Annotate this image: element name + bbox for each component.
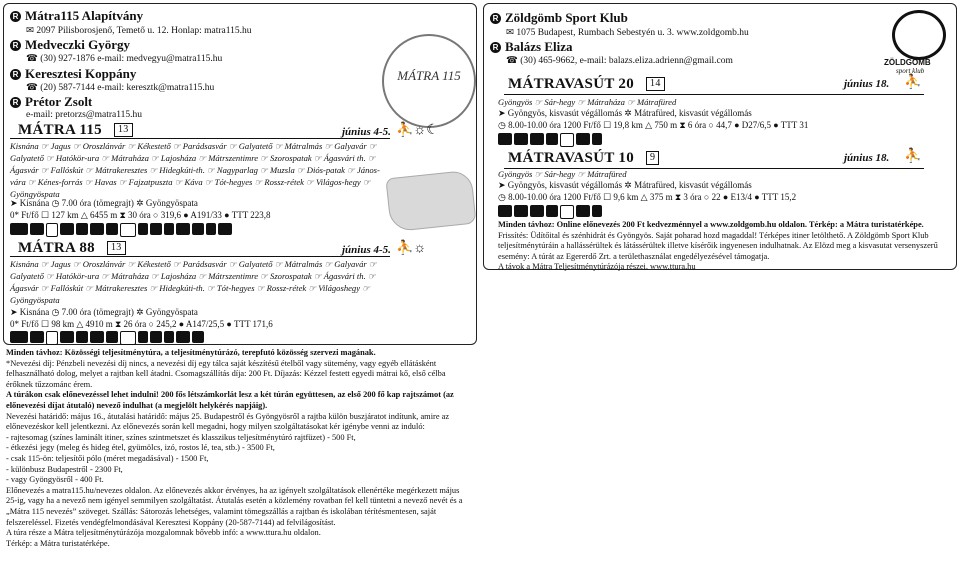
event-title: MÁTRA 88 13 bbox=[18, 240, 126, 257]
event-title: MÁTRAVASÚT 20 14 bbox=[508, 76, 665, 93]
organizer-name: R Mátra115 Alapítvány bbox=[10, 8, 143, 24]
paragraph: *Nevezési díj: Pénzbeli nevezési díj nincs, a nevezési díj egy tálca saját készítésű ételből vagy sütemény, vagy egyéb ellátásként felhasználható dolog, melyet a rajtban kell átadni. Csomagszállítás díja: 200 Ft. Díjazás: Kézzel festett egyedi mátrai kő, első célba érőknek tűzzománc érem. bbox=[6, 358, 446, 389]
organizer-contact: ✉ 1075 Budapest, Rumbach Sebestyén u. 3. www.zoldgomb.hu bbox=[506, 28, 749, 38]
event-start: ➤ Kisnána ◷ 7.00 óra (tömegrajt) ✲ Gyöngyöspata bbox=[10, 307, 198, 317]
hiker-icon: ⛹☼ bbox=[396, 241, 427, 256]
event-title: MÁTRA 115 13 bbox=[18, 122, 133, 139]
paragraph: Minden távhoz: Közösségi teljesítménytúra, a teljesítménytúrázó, terepfutó közösség szervezi magának. bbox=[6, 348, 376, 357]
organizer-name: R Balázs Eliza bbox=[490, 39, 573, 55]
event-stats: ◷ 8.00-10.00 óra 1200 Ft/fő ☐ 9,6 km △ 375 m ⧗ 3 óra ○ 22 ● E13/4 ● TTT 15,2 bbox=[498, 192, 797, 202]
event-date: június 4-5. bbox=[342, 244, 391, 256]
matra115-stamp-logo: MÁTRA 115 bbox=[382, 34, 476, 128]
paragraph: A túra része a Mátra teljesítménytúrázója mozgalomnak bővebb infó: a www.ttura.hu oldalon. bbox=[6, 528, 321, 538]
paragraph: A túrákon csak előnevezéssel lehet indulni! 200 fős létszámkorlát lesz a két túrán együttesen, az első 200 fő kap rajtszámot (az előnevezési díjat átutaló) nevező indulhat (a megjelölt helykérés napjáig). bbox=[6, 390, 454, 410]
event-number: 13 bbox=[114, 123, 133, 137]
hiker-icon: ⛹ bbox=[904, 149, 922, 164]
event-route: Gyöngyös ☞ Sár-hegy ☞ Mátraháza ☞ Mátrafüred bbox=[498, 97, 677, 107]
painted-stone-image bbox=[385, 170, 476, 233]
event-route: Kisnána ☞ Jagus ☞ Oroszlánvár ☞ Kékestető ☞ Parádsasvár ☞ Galyatető ☞ Mátralmás ☞ Galyavár ☞ Galyatető ☞ Hatókör-ura ☞ Mátraháza ☞ Lajosháza ☞ Mátrszentimre ☞ Szorospatak ☞ Ágasvári th. ☞ Ágasvár ☞ Fallóskút ☞ Mátrakeresztes ☞ Hidegkúti-th. ☞ Tót-hegyes ☞ Rossz-rétek ☞ Világoshegy ☞ Gyöngyöspata bbox=[10, 259, 377, 305]
paragraph: - csak 115-ön: teljesítői pólo (méret megadásával) - 1500 Ft, bbox=[6, 453, 209, 463]
paragraph: - különbusz Budapestről - 2300 Ft, bbox=[6, 464, 123, 474]
event-notes bbox=[498, 220, 948, 273]
registration-details bbox=[6, 348, 472, 549]
service-icons bbox=[10, 331, 204, 345]
paragraph: - vagy Gyöngyösről - 400 Ft. bbox=[6, 475, 104, 485]
event-number: 13 bbox=[107, 241, 126, 255]
organizer-contact: ☎ (30) 927-1876 e-mail: medvegyu@matra115.hu bbox=[26, 54, 223, 64]
paragraph: - rajtesomag (színes laminált itiner, színes szintmetszet és klasszikus teljesítménytúró rajtfüzet) - 500 Ft, bbox=[6, 432, 356, 442]
organizer-name: R Prétor Zsolt bbox=[10, 94, 92, 110]
event-route: Kisnána ☞ Jagus ☞ Oroszlánvár ☞ Kékestető ☞ Parádsasvár ☞ Galyatető ☞ Mátralmás ☞ Galyavár ☞ Galyatető ☞ Hatókör-ura ☞ Mátraháza ☞ Lajosháza ☞ Mátrszentimre ☞ Szorospatak ☞ Ágasvári th. ☞ Ágasvár ☞ Fallóskút ☞ Mátrakeresztes ☞ Hidegkúti-th. ☞ Nagyparlag ☞ Muzsla ☞ Diós-patak ☞ János-vára ☞ Kénes-forrás ☞ Havas ☞ Fajzatpuszta ☞ Káva ☞ Tót-hegyes ☞ Rossz-rétek ☞ Világos-hegy ☞ Gyöngyöspata bbox=[10, 141, 380, 199]
event-number: 9 bbox=[646, 151, 659, 165]
event-start: ➤ Kisnána ◷ 7.00 óra (tömegrajt) ✲ Gyöngyöspata bbox=[10, 198, 198, 208]
left-event-panel bbox=[3, 3, 477, 345]
paragraph: Frissítés: Üdítőital és szénhidrát és Gyöngyös. Saját poharad hozd magaddal! Térképes itiner letölthető. A Zöldgömb Sport Klub teljesítménytúráin a hallássérültek és látássérültek illetve kísérőik ingyenesen indulhatnak. Az Elözd meg a kisvasutat versenyszerű esemény: A túrát az Egererdő Zrt. a területhasználat engedélyezésével támogatja. bbox=[498, 230, 938, 261]
organizer-contact: e-mail: pretorzs@matra115.hu bbox=[26, 110, 143, 120]
organizer-name: R Keresztesi Koppány bbox=[10, 66, 136, 82]
service-icons bbox=[10, 223, 232, 237]
event-stats: 0* Ft/fő ☐ 98 km △ 4910 m ⧗ 26 óra ○ 245,2 ● A147/25,5 ● TTT 171,6 bbox=[10, 319, 273, 329]
event-route: Gyöngyös ☞ Sár-hegy ☞ Mátrafüred bbox=[498, 169, 627, 179]
event-date: június 4-5. bbox=[342, 126, 391, 138]
service-icons bbox=[498, 133, 602, 147]
hiker-icon: ⛹ bbox=[904, 75, 922, 90]
event-title: MÁTRAVASÚT 10 9 bbox=[508, 150, 659, 167]
paragraph: - étkezési jegy (meleg és hideg étel, gyümölcs, izó, rostos lé, tea, stb.) - 3500 Ft, bbox=[6, 443, 275, 453]
event-number: 14 bbox=[646, 77, 665, 91]
organizer-contact: ☎ (30) 465-9662, e-mail: balazs.eliza.adrienn@gmail.com bbox=[506, 56, 733, 66]
organizer-name: R Zöldgömb Sport Klub bbox=[490, 10, 628, 26]
logo-name: ZÖLDGÖMB bbox=[884, 58, 931, 67]
event-start: ➤ Gyöngyös, kisvasút végállomás ✲ Mátrafüred, kisvasút végállomás bbox=[498, 180, 752, 190]
organizer-contact: ✉ 2097 Pilisborosjenő, Temető u. 12. Honlap: matra115.hu bbox=[26, 26, 252, 36]
event-date: június 18. bbox=[844, 152, 890, 164]
zoldgomb-logo-icon bbox=[892, 10, 946, 60]
logo-subtitle: sport klub bbox=[896, 67, 925, 75]
paragraph: Térkép: a Mátra turistatérképe. bbox=[6, 538, 110, 548]
organizer-contact: ☎ (20) 587-7144 e-mail: keresztk@matra115.hu bbox=[26, 83, 215, 93]
paragraph: A távok a Mátra Teljesítménytúrázója részei. www.ttura.hu bbox=[498, 262, 696, 272]
hiker-icon: ⛹☼☾ bbox=[396, 123, 439, 138]
event-stats: ◷ 8.00-10.00 óra 1200 Ft/fő ☐ 19,8 km △ 750 m ⧗ 6 óra ○ 44,7 ● D27/6,5 ● TTT 31 bbox=[498, 120, 809, 130]
paragraph: Nevezési határidő: május 16., átutalási határidő: május 25. Budapestről és Gyöngyösről a rajtba külön buszjáratot indítunk, amire az előnevezéskor kell jelentkezni. Az előnevezés során kell megadni, hogy milyen szolgáltatásokat kér igénybe venni az induló: bbox=[6, 411, 450, 432]
paragraph: Előnevezés a matra115.hu/nevezes oldalon. Az előnevezés akkor érvényes, ha az igényelt szolgáltatások ellenértéke megérkezett május 25-ig, vagy ha a nevező nem igényel semmilyen szolgáltatást. Átutalás esetén a közlemény rovatban fel kell tüntetni a nevező nevét és a „Mátra 115 nevezés” szöveget. Szállás: Sátorozás lehetséges, valamint tömegszállás a rajtban és iskolában térítésmentesen, saját felszereléssel. Fizetés vendégfelmondásával Keresztesi Koppány (20-587-7144) ad felvilágosítást. bbox=[6, 485, 463, 527]
event-date: június 18. bbox=[844, 78, 890, 90]
service-icons bbox=[498, 205, 602, 219]
event-stats: 0* Ft/fő ☐ 127 km △ 6455 m ⧗ 30 óra ○ 319,6 ● A191/33 ● TTT 223,8 bbox=[10, 210, 271, 220]
organizer-name: R Medveczki György bbox=[10, 37, 130, 53]
right-event-panel bbox=[483, 3, 957, 270]
paragraph: Minden távhoz: Online előnevezés 200 Ft kedvezménnyel a www.zoldgomb.hu oldalon. Térkép: a Mátra turistatérképe. bbox=[498, 220, 924, 229]
event-start: ➤ Gyöngyös, kisvasút végállomás ✲ Mátrafüred, kisvasút végállomás bbox=[498, 108, 752, 118]
